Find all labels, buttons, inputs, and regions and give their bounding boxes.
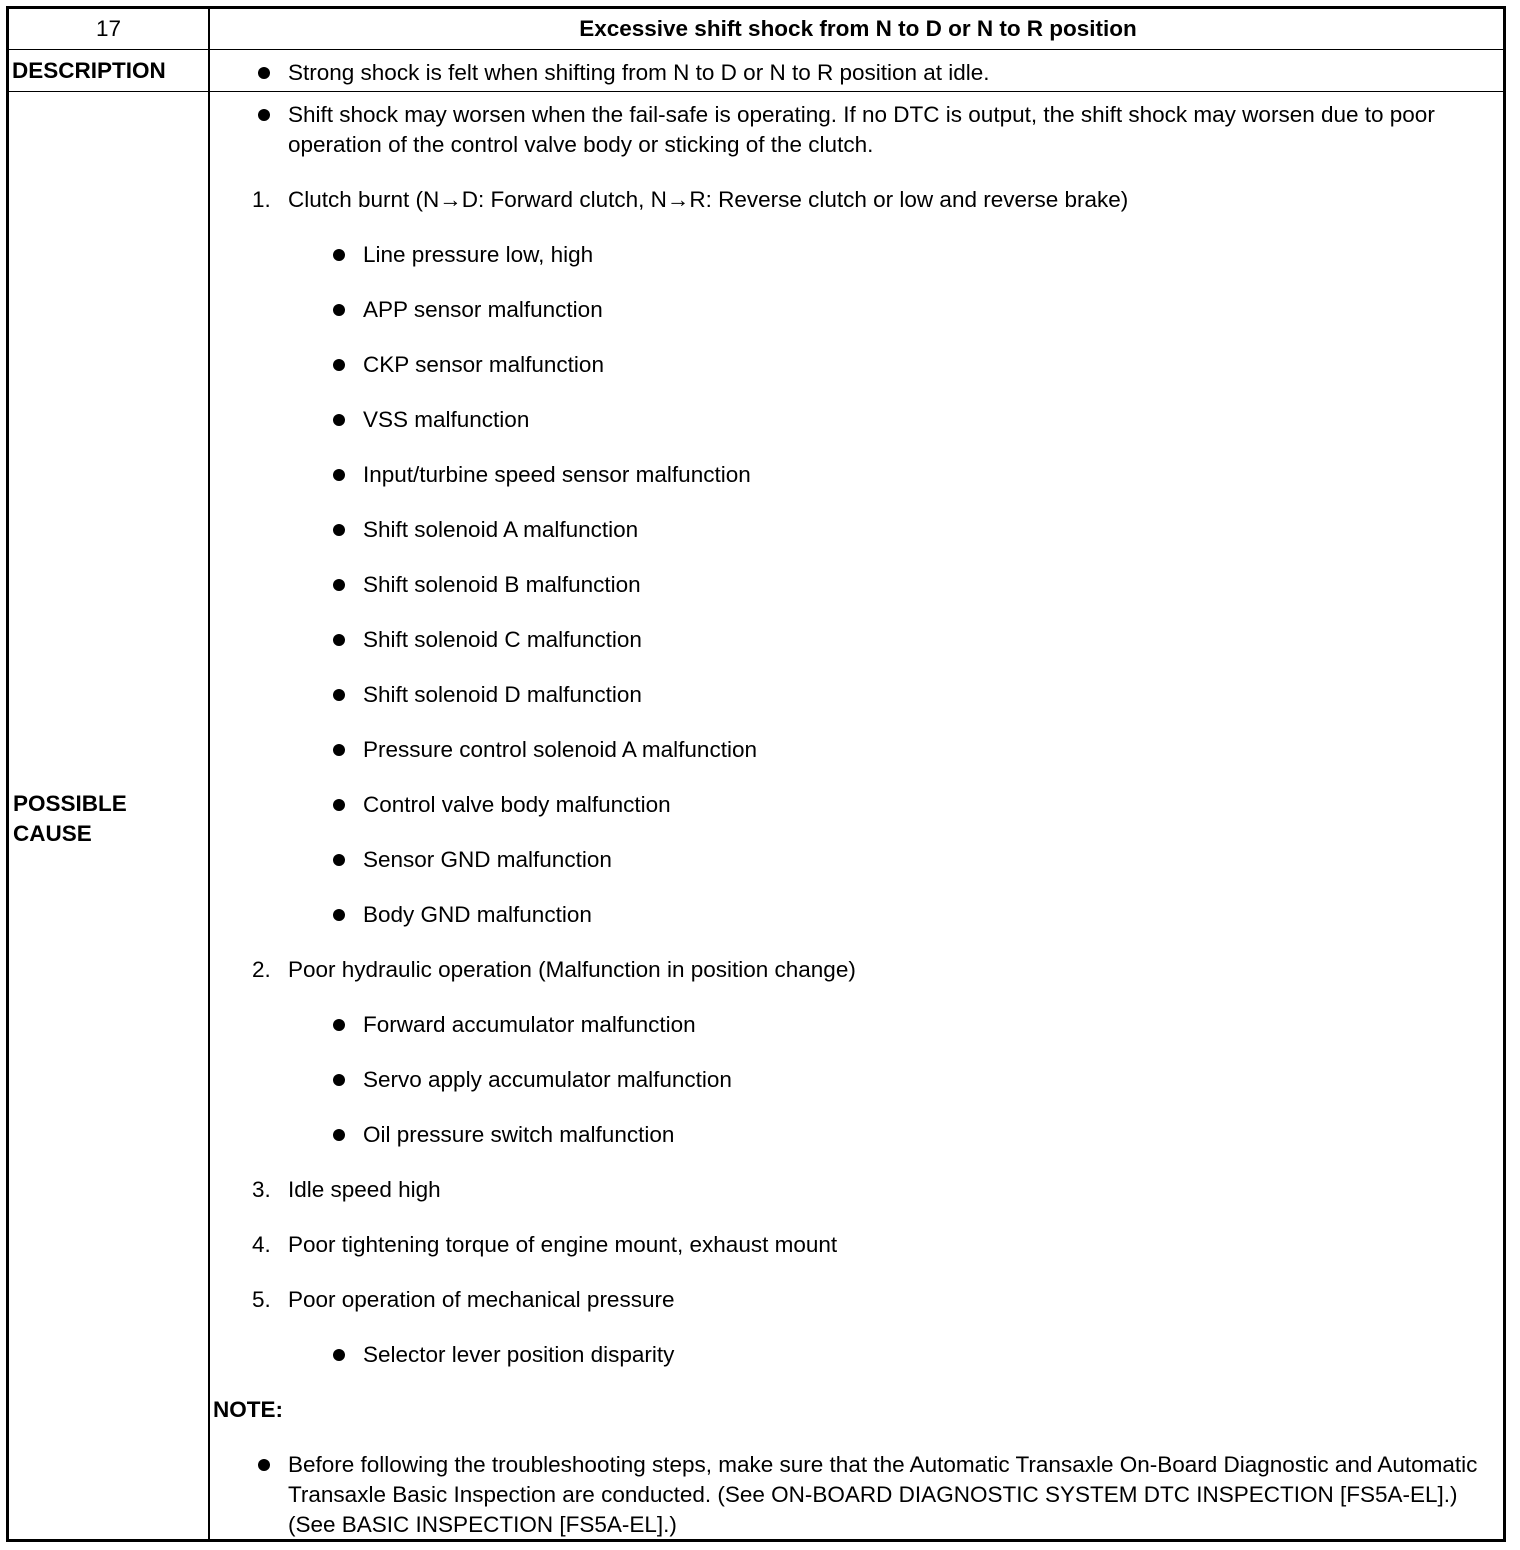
- cause-subitem-text: Input/turbine speed sensor malfunction: [363, 462, 751, 487]
- bullet-icon: [333, 634, 345, 646]
- column-divider: [208, 9, 210, 1539]
- cause-subitem-text: Shift solenoid A malfunction: [363, 517, 639, 542]
- symptom-title: Excessive shift shock from N to D or N to R position: [579, 16, 1137, 41]
- cause-subitem-text: Pressure control solenoid A malfunction: [363, 737, 757, 762]
- bullet-icon: [333, 854, 345, 866]
- bullet-icon: [333, 414, 345, 426]
- troubleshooting-table: [6, 6, 1506, 1542]
- bullet-icon: [333, 1074, 345, 1086]
- cause-text: Idle speed high: [288, 1177, 441, 1202]
- cause-subitem-text: Shift solenoid C malfunction: [363, 627, 642, 652]
- bullet-icon: [333, 524, 345, 536]
- bullet-icon: [258, 109, 270, 121]
- bullet-icon: [333, 1349, 345, 1361]
- cause-text: Clutch burnt (N→D: Forward clutch, N→R: Reverse clutch or low and reverse brake): [288, 187, 1129, 212]
- cause-text: Poor operation of mechanical pressure: [288, 1287, 675, 1312]
- row-divider: [9, 49, 1503, 50]
- cause-subitem-text: Body GND malfunction: [363, 902, 592, 927]
- description-text: Strong shock is felt when shifting from N to D or N to R position at idle.: [288, 60, 990, 85]
- note-text: Before following the troubleshooting steps, make sure that the Automatic Transaxle On-Board Diagnostic and Automatic Transaxle Basic Inspection are conducted. (See ON-BOARD DIAGNOSTIC SYSTEM DTC INSPECTION [FS5A-EL].) (See BASIC INSPECTION [FS5A-EL].): [288, 1452, 1478, 1537]
- possible-cause-label: POSSIBLE CAUSE: [13, 791, 127, 846]
- cause-number: 5.: [252, 1287, 271, 1312]
- bullet-icon: [258, 67, 270, 79]
- note-label: NOTE:: [213, 1397, 283, 1422]
- bullet-icon: [333, 469, 345, 481]
- bullet-icon: [333, 799, 345, 811]
- cause-subitem-text: Oil pressure switch malfunction: [363, 1122, 675, 1147]
- bullet-icon: [333, 249, 345, 261]
- cause-subitem-text: Shift solenoid D malfunction: [363, 682, 642, 707]
- symptom-number: 17: [95, 16, 122, 41]
- bullet-icon: [333, 579, 345, 591]
- cause-subitem-text: Control valve body malfunction: [363, 792, 671, 817]
- cause-number: 3.: [252, 1177, 271, 1202]
- bullet-icon: [333, 304, 345, 316]
- bullet-icon: [333, 359, 345, 371]
- cause-subitem-text: Selector lever position disparity: [363, 1342, 675, 1367]
- cause-number: 2.: [252, 957, 271, 982]
- cause-intro-text: Shift shock may worsen when the fail-safe is operating. If no DTC is output, the shift shock may worsen due to poor operation of the control valve body or sticking of the clutch.: [288, 102, 1435, 157]
- bullet-icon: [333, 909, 345, 921]
- cause-subitem-text: APP sensor malfunction: [363, 297, 603, 322]
- cause-subitem-text: Line pressure low, high: [363, 242, 594, 267]
- cause-subitem-text: Servo apply accumulator malfunction: [363, 1067, 732, 1092]
- cause-text: Poor hydraulic operation (Malfunction in position change): [288, 957, 856, 982]
- bullet-icon: [333, 744, 345, 756]
- description-label: DESCRIPTION: [12, 58, 166, 83]
- cause-text: Poor tightening torque of engine mount, exhaust mount: [288, 1232, 838, 1257]
- bullet-icon: [333, 689, 345, 701]
- cause-subitem-text: VSS malfunction: [363, 407, 530, 432]
- cause-number: 4.: [252, 1232, 271, 1257]
- row-divider: [9, 91, 1503, 92]
- cause-subitem-text: Sensor GND malfunction: [363, 847, 612, 872]
- cause-subitem-text: Shift solenoid B malfunction: [363, 572, 641, 597]
- cause-subitem-text: CKP sensor malfunction: [363, 352, 604, 377]
- cause-subitem-text: Forward accumulator malfunction: [363, 1012, 696, 1037]
- cause-number: 1.: [252, 187, 271, 212]
- bullet-icon: [333, 1019, 345, 1031]
- bullet-icon: [258, 1459, 270, 1471]
- bullet-icon: [333, 1129, 345, 1141]
